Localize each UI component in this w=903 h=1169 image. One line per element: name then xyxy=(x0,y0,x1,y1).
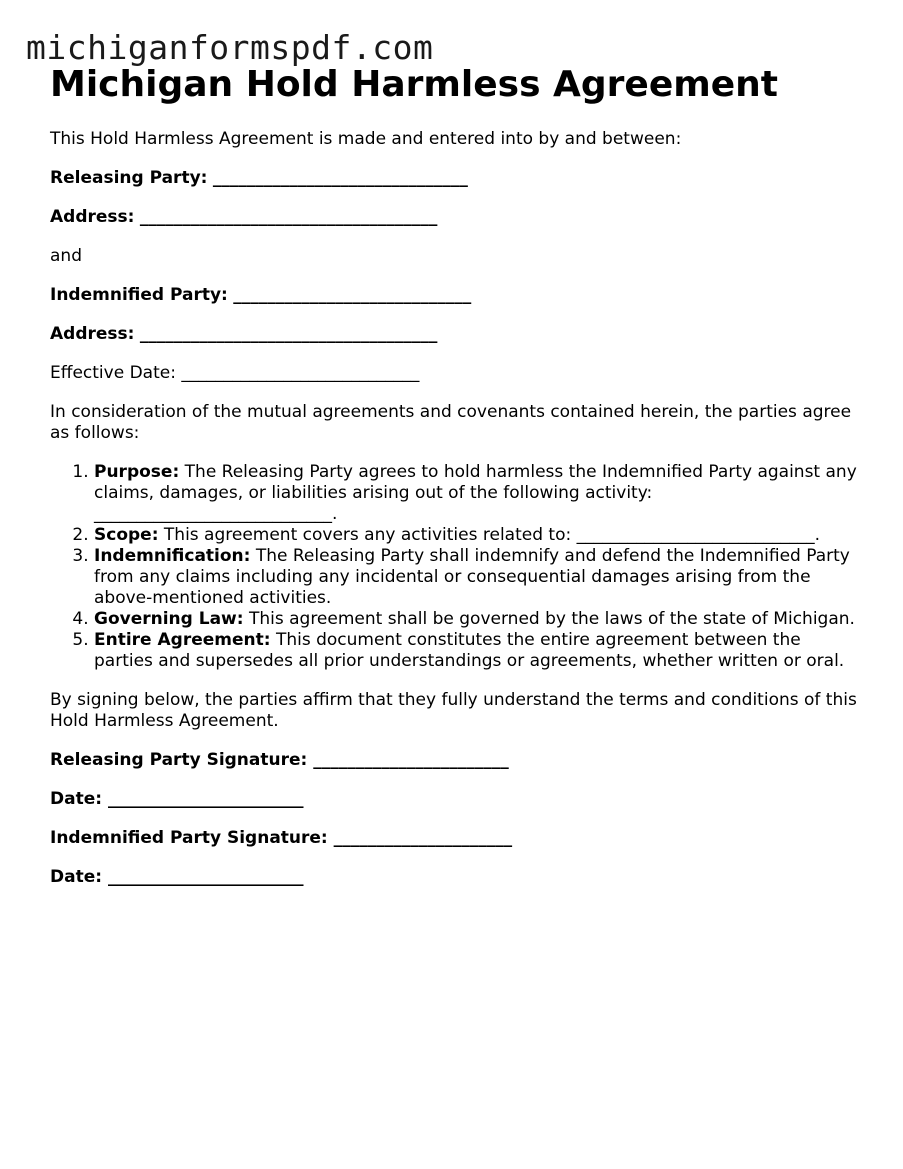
clause-heading: Purpose: xyxy=(94,462,180,482)
clause-text: The Releasing Party shall indemnify and defend the Indemnified Party from any claims including any incidental or consequential damages arising from the above-mentioned activities. xyxy=(94,546,850,608)
indemnified-address-field xyxy=(50,324,860,345)
indemnified-party-label: Indemnified Party: xyxy=(50,285,228,305)
effective-date-field xyxy=(50,363,860,384)
releasing-address-field xyxy=(50,207,860,228)
indemnified-address-blank: ___________________________________ xyxy=(139,324,438,344)
and-text: and xyxy=(50,246,82,266)
indemnified-signature-line xyxy=(50,828,860,849)
releasing-party-blank: ______________________________ xyxy=(212,168,468,188)
indemnified-address-label: Address: xyxy=(50,324,135,344)
effective-date-label: Effective Date: xyxy=(50,363,176,383)
clause-text: This agreement covers any activities related to: ____________________________. xyxy=(158,525,821,545)
clause-text: This document constitutes the entire agreement between the parties and supersedes all prior understandings or agreements, whether written or oral. xyxy=(94,630,845,671)
indemnified-party-field xyxy=(50,285,860,306)
clause-entire-agreement xyxy=(94,630,860,672)
indemnified-date-line xyxy=(50,867,860,888)
clause-heading: Scope: xyxy=(94,525,159,545)
indemnified-signature-text: Indemnified Party Signature: _____________________ xyxy=(50,828,513,848)
clause-heading: Indemnification: xyxy=(94,546,251,566)
clause-indemnification xyxy=(94,546,860,609)
clause-text: The Releasing Party agrees to hold harmless the Indemnified Party against any claims, damages, or liabilities arising out of the following activity: ____________________________. xyxy=(94,462,857,524)
releasing-address-label: Address: xyxy=(50,207,135,227)
agreement-body xyxy=(50,129,860,906)
clause-list xyxy=(50,462,860,672)
releasing-date-line xyxy=(50,789,860,810)
page-title: Michigan Hold Harmless Agreement xyxy=(50,64,779,105)
releasing-signature-line xyxy=(50,750,860,771)
indemnified-party-blank: ____________________________ xyxy=(233,285,472,305)
clause-governing-law xyxy=(94,609,860,630)
closing-text: By signing below, the parties affirm that they fully understand the terms and conditions of this Hold Harmless Agreement. xyxy=(50,690,857,731)
clause-text: This agreement shall be governed by the laws of the state of Michigan. xyxy=(243,609,855,629)
clause-scope xyxy=(94,525,860,546)
clause-heading: Entire Agreement: xyxy=(94,630,271,650)
indemnified-date-text: Date: _______________________ xyxy=(50,867,304,887)
intro-text: This Hold Harmless Agreement is made and entered into by and between: xyxy=(50,129,682,149)
releasing-date-text: Date: _______________________ xyxy=(50,789,304,809)
releasing-party-field xyxy=(50,168,860,189)
consideration-text: In consideration of the mutual agreements and covenants contained herein, the parties agree as follows: xyxy=(50,402,852,443)
releasing-address-blank: ___________________________________ xyxy=(139,207,438,227)
releasing-party-label: Releasing Party: xyxy=(50,168,208,188)
clause-purpose xyxy=(94,462,860,525)
effective-date-blank: ____________________________ xyxy=(181,363,420,383)
site-watermark: michiganformspdf.com xyxy=(26,28,434,67)
clause-heading: Governing Law: xyxy=(94,609,244,629)
releasing-signature-text: Releasing Party Signature: _______________________ xyxy=(50,750,509,770)
